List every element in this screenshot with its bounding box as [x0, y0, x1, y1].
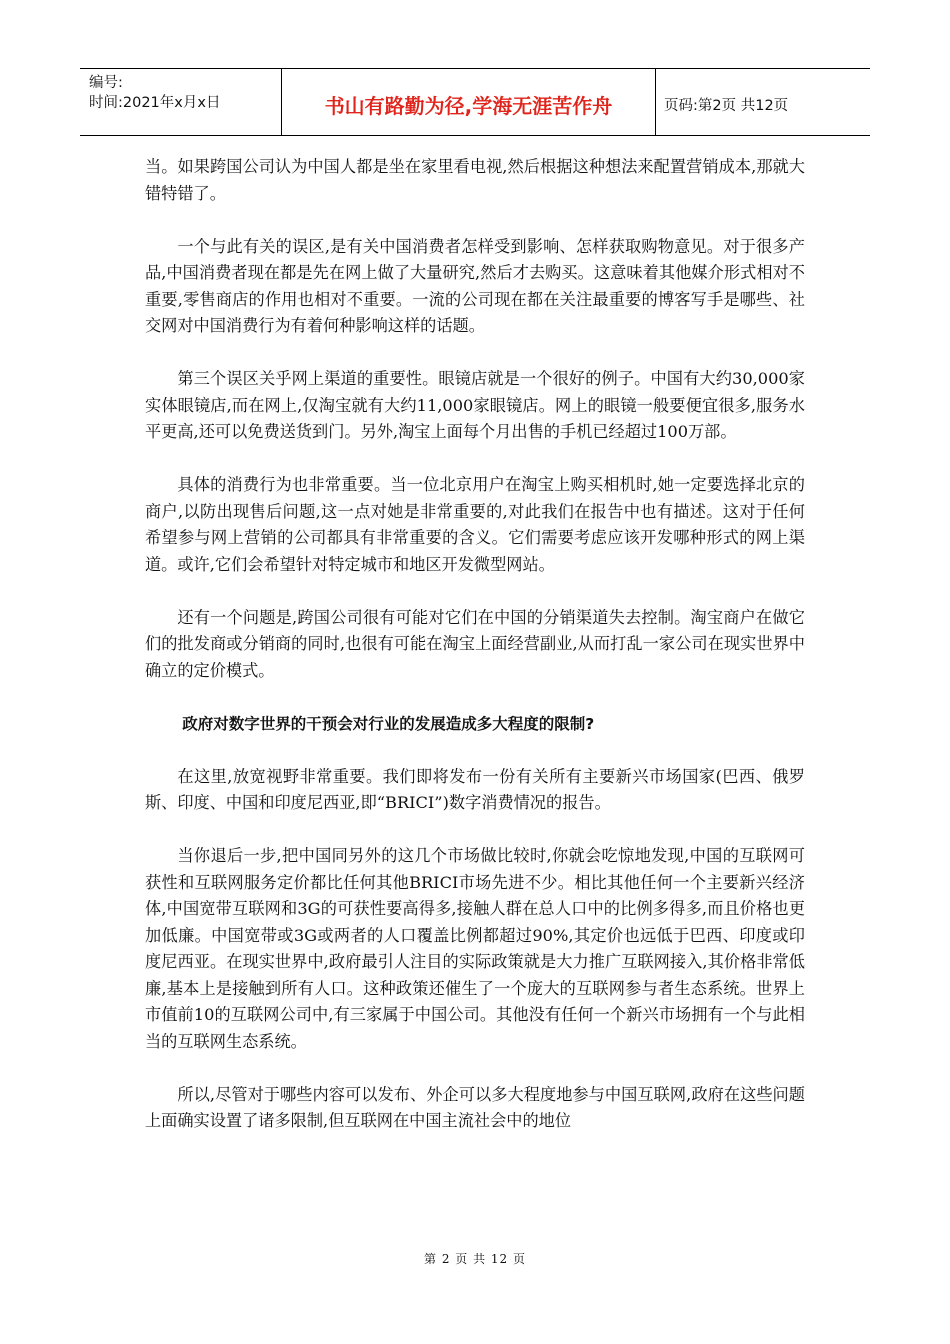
header-page-info: 页码:第2页 共12页	[664, 97, 789, 114]
document-date-label: 时间:2021年x月x日	[89, 95, 221, 111]
paragraph: 第三个误区关乎网上渠道的重要性。眼镜店就是一个很好的例子。中国有大约30,000家实体眼镜店,而在网上,仅淘宝就有大约11,000家眼镜店。网上的眼镜一般要便宜很多,服务水平更高,还可以免费送货到门。另外,淘宝上面每个月出售的手机已经超过100万部。	[145, 369, 805, 441]
paragraph: 一个与此有关的误区,是有关中国消费者怎样受到影响、怎样获取购物意见。对于很多产品,中国消费者现在都是先在网上做了大量研究,然后才去购买。这意味着其他媒介形式相对不重要,零售商店的作用也相对不重要。一流的公司现在都在关注最重要的博客写手是哪些、社交网对中国消费行为有着何种影响这样的话题。	[145, 236, 805, 335]
document-header	[80, 68, 870, 136]
paragraph: 具体的消费行为也非常重要。当一位北京用户在淘宝上购买相机时,她一定要选择北京的商户,以防出现售后问题,这一点对她是非常重要的,对此我们在报告中也有描述。这对于任何希望参与网上营销的公司都具有非常重要的含义。它们需要考虑应该开发哪种形式的网上渠道。或许,它们会希望针对特定城市和地区开发微型网站。	[145, 475, 805, 574]
paragraph: 还有一个问题是,跨国公司很有可能对它们在中国的分销渠道失去控制。淘宝商户在做它们的批发商或分销商的同时,也很有可能在淘宝上面经营副业,从而打乱一家公司在现实世界中确立的定价模式。	[145, 607, 805, 680]
paragraph: 当。如果跨国公司认为中国人都是坐在家里看电视,然后根据这种想法来配置营销成本,那就大错特错了。	[145, 157, 805, 203]
document-body	[145, 154, 805, 1135]
paragraph: 所以,尽管对于哪些内容可以发布、外企可以多大程度地参与中国互联网,政府在这些问题上面确实设置了诸多限制,但互联网在中国主流社会中的地位	[145, 1084, 805, 1130]
document-number-label: 编号:	[89, 75, 123, 91]
header-motto: 书山有路勤为径,学海无涯苦作舟	[282, 69, 656, 135]
page-footer: 第 2 页 共 12 页	[424, 1252, 526, 1266]
header-meta-cell	[80, 69, 282, 135]
paragraph: 当你退后一步,把中国同另外的这几个市场做比较时,你就会吃惊地发现,中国的互联网可获性和互联网服务定价都比任何其他BRICI市场先进不少。相比其他任何一个主要新兴经济体,中国宽带互联网和3G的可获性要高得多,接触人群在总人口中的比例多得多,而且价格也更加低廉。中国宽带或3G或两者的人口覆盖比例都超过90%,其定价也远低于巴西、印度或印度尼西亚。在现实世界中,政府最引人注目的实际政策就是大力推广互联网接入,其价格非常低廉,基本上是接触到所有人口。这种政策还催生了一个庞大的互联网参与者生态系统。世界上市值前10的互联网公司中,有三家属于中国公司。其他没有任何一个新兴市场拥有一个与此相当的互联网生态系统。	[145, 846, 805, 1051]
section-heading: 政府对数字世界的干预会对行业的发展造成多大程度的限制?	[182, 714, 595, 733]
paragraph: 在这里,放宽视野非常重要。我们即将发布一份有关所有主要新兴市场国家(巴西、俄罗斯、印度、中国和印度尼西亚,即“BRICI”)数字消费情况的报告。	[145, 766, 805, 812]
